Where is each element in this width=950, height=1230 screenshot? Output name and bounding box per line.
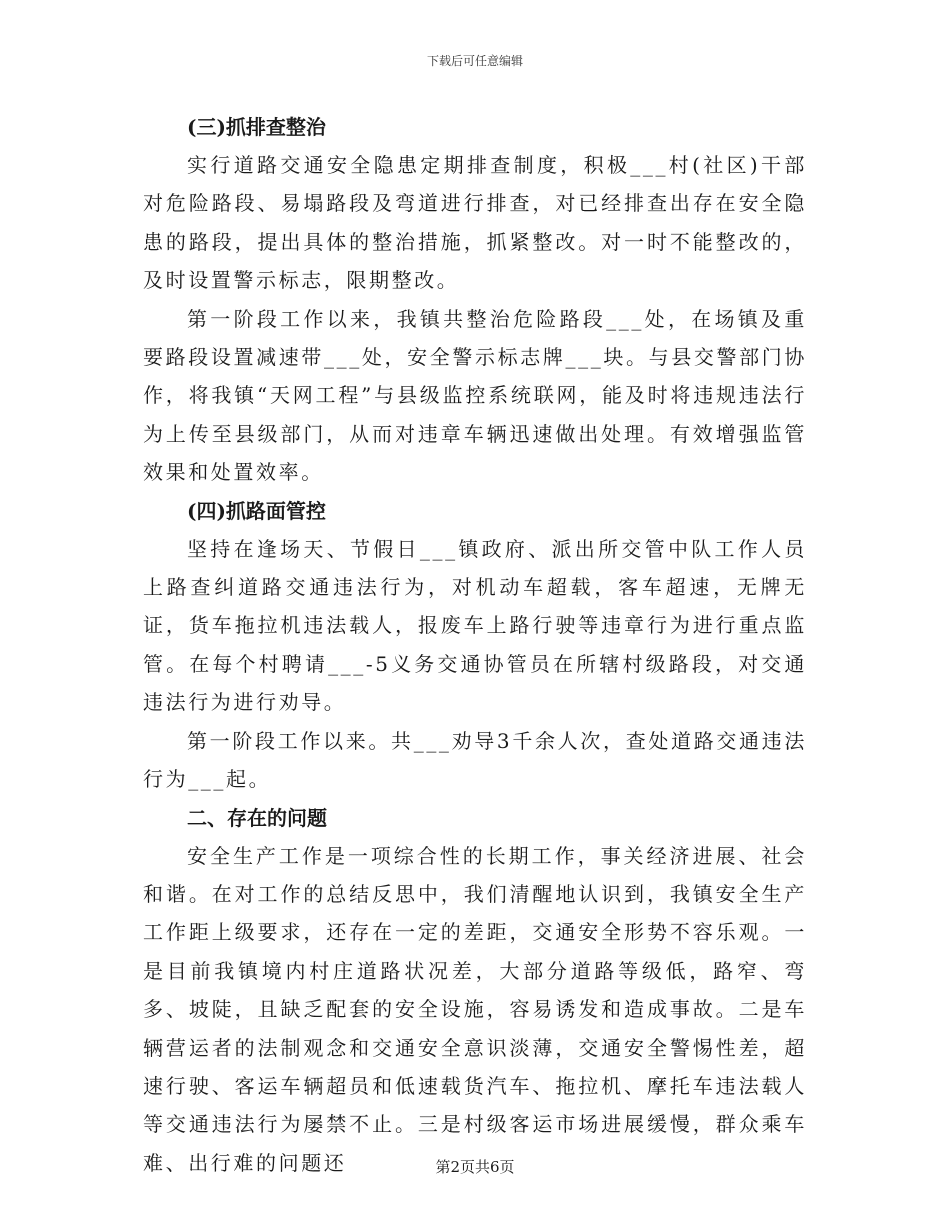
paragraph-problems: 安全生产工作是一项综合性的长期工作，事关经济进展、社会和谐。在对工作的总结反思中，我们清醒地认识到，我镇安全生产工作距上级要求，还存在一定的差距，交通安全形势不容乐观。一是目前我镇境内村庄道路状况差，大部分道路等级低，路窄、弯多、坡陡，且缺乏配套的安全设施，容易诱发和造成事故。二是车辆营运者的法制观念和交通安全意识淡薄，交通安全警惕性差，超速行驶、客运车辆超员和低速载货汽车、拖拉机、摩托车违法载人等交通违法行为屡禁不止。三是村级客运市场进展缓慢，群众乘车难、出行难的问题还 bbox=[143, 843, 807, 1175]
section-heading-problems: 二、存在的问题 bbox=[187, 805, 327, 830]
paragraph-inspection-system: 实行道路交通安全隐患定期排查制度，积极___村(社区)干部对危险路段、易塌路段及弯道进行排查，对已经排查出存在安全隐患的路段，提出具体的整治措施，抓紧整改。对一时不能整改的，及时设置警示标志，限期整改。 bbox=[143, 153, 807, 293]
paragraph-road-control-measures: 坚持在逢场天、节假日___镇政府、派出所交管中队工作人员上路查纠道路交通违法行为，对机动车超载，客车超速，无牌无证，货车拖拉机违法载人，报废车上路行驶等违章行为进行重点监管。在每个村聘请___-5义务交通协管员在所辖村级路段，对交通违法行为进行劝导。 bbox=[143, 536, 807, 715]
section-heading-road-control: (四)抓路面管控 bbox=[187, 498, 326, 523]
paragraph-road-control-results: 第一阶段工作以来。共___劝导3千余人次，查处道路交通违法行为___起。 bbox=[143, 728, 807, 792]
section-heading-inspection: (三)抓排查整治 bbox=[187, 115, 326, 139]
document-body bbox=[143, 108, 807, 1182]
page-number-footer: 第2页共6页 bbox=[435, 1158, 515, 1176]
page-header: 下载后可任意编辑 bbox=[426, 54, 523, 68]
paragraph-inspection-results: 第一阶段工作以来，我镇共整治危险路段___处，在场镇及重要路段设置减速带___处，安全警示标志牌___块。与县交警部门协作，将我镇“天网工程”与县级监控系统联网，能及时将违规违法行为上传至县级部门，从而对违章车辆迅速做出处理。有效增强监管效果和处置效率。 bbox=[143, 306, 807, 485]
